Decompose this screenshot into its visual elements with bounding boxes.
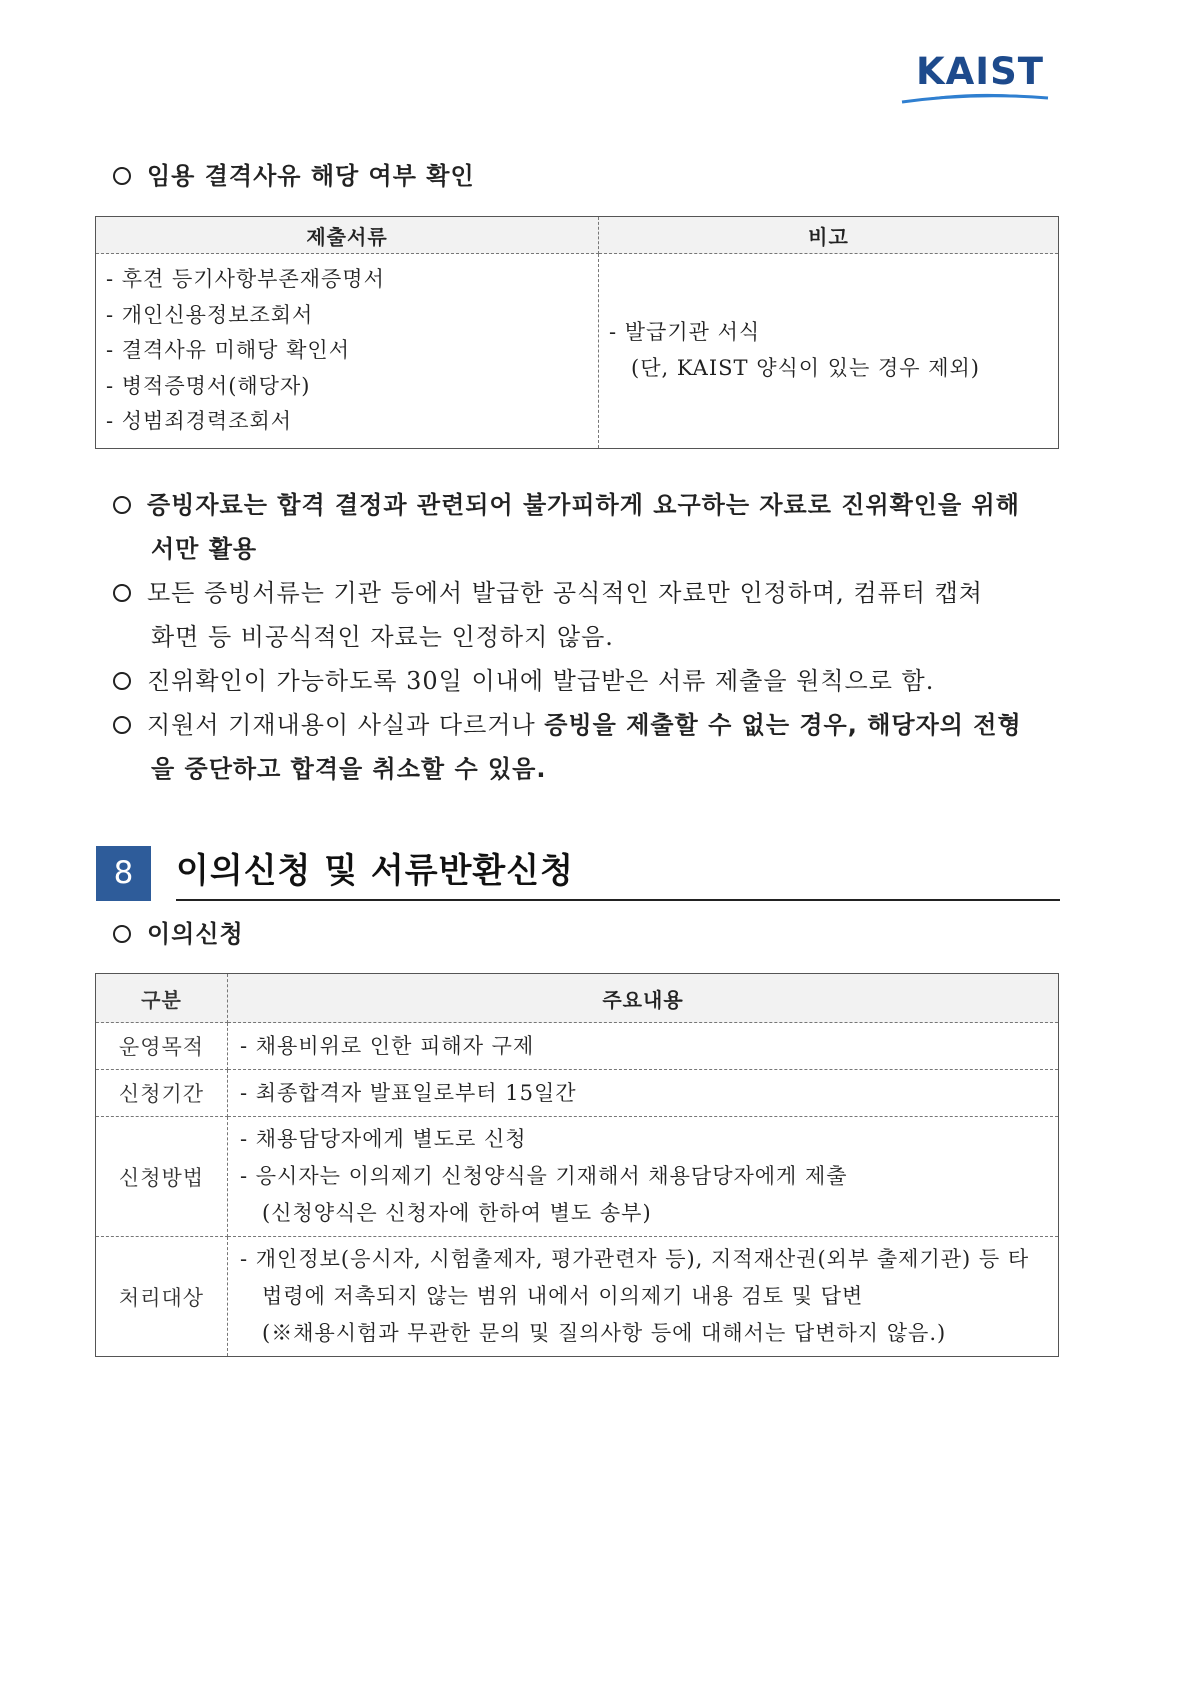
circle-bullet-icon (113, 584, 131, 602)
note-2: 모든 증빙서류는 기관 등에서 발급한 공식적인 자료만 인정하며, 컴퓨터 캡쳐 화면 등 비공식적인 자료는 인정하지 않음. (113, 571, 1063, 659)
table-row (96, 1023, 1059, 1070)
circle-bullet-icon (113, 672, 131, 690)
row-line: - 개인정보(응시자, 시험출제자, 평가관련자 등), 지적재산권(외부 출제기관) 등 타 (240, 1247, 1030, 1271)
row-line: (신청양식은 신청자에 한하여 별도 송부) (262, 1201, 652, 1225)
list-item: - 개인신용정보조회서 (106, 302, 314, 327)
objection-table (95, 973, 1059, 1357)
remark-line: (단, KAIST 양식이 있는 경우 제외) (631, 355, 980, 380)
table-header: 구분 (96, 974, 228, 1023)
remark-line: - 발급기관 서식 (609, 320, 761, 345)
row-line: - 최종합격자 발표일로부터 15일간 (240, 1080, 577, 1105)
subsection-title: 이의신청 (113, 912, 1063, 956)
documents-cell (96, 254, 599, 449)
row-line: - 응시자는 이의제기 신청양식을 기재해서 채용담당자에게 제출 (240, 1164, 848, 1188)
note-3: 진위확인이 가능하도록 30일 이내에 발급받은 서류 제출을 원칙으로 함. (113, 659, 1063, 703)
section-title: 이의신청 및 서류반환신청 (176, 851, 574, 891)
row-line: 법령에 저촉되지 않는 범위 내에서 이의제기 내용 검토 및 답변 (262, 1284, 864, 1308)
circle-bullet-icon (113, 716, 131, 734)
section-title-disqualify: 임용 결격사유 해당 여부 확인 (113, 154, 1063, 198)
logo-text: KAIST (916, 50, 1044, 93)
row-label: 처리대상 (96, 1237, 228, 1357)
row-label: 신청기간 (96, 1070, 228, 1117)
list-item: - 성범죄경력조회서 (106, 409, 293, 433)
list-item: - 결격사유 미해당 확인서 (106, 338, 350, 362)
table-header: 비고 (599, 217, 1059, 254)
disqualify-table (95, 216, 1059, 449)
circle-bullet-icon (113, 496, 131, 514)
row-line: (※채용시험과 무관한 문의 및 질의사항 등에 대해서는 답변하지 않음.) (262, 1321, 947, 1345)
section-divider (176, 899, 1060, 901)
table-row (96, 1070, 1059, 1117)
remarks-cell (599, 254, 1059, 449)
row-line: - 채용비위로 인한 피해자 구제 (240, 1033, 535, 1058)
list-item: - 후견 등기사항부존재증명서 (106, 267, 385, 291)
note-1: 증빙자료는 합격 결정과 관련되어 불가피하게 요구하는 자료로 진위확인을 위해 서만 활용 (113, 483, 1063, 571)
circle-bullet-icon (113, 167, 131, 185)
row-line: - 채용담당자에게 별도로 신청 (240, 1127, 527, 1151)
table-row (96, 1117, 1059, 1237)
note-4: 지원서 기재내용이 사실과 다르거나 증빙을 제출할 수 없는 경우, 해당자의 전형 을 중단하고 합격을 취소할 수 있음. (113, 703, 1063, 791)
kaist-logo (900, 52, 1050, 108)
table-row (96, 1237, 1059, 1357)
row-label: 신청방법 (96, 1117, 228, 1237)
table-header: 주요내용 (228, 974, 1059, 1023)
section-number: 8 (96, 846, 151, 901)
circle-bullet-icon (113, 925, 131, 943)
list-item: - 병적증명서(해당자) (106, 373, 311, 398)
logo-swoosh-icon (900, 86, 1050, 108)
table-header: 제출서류 (96, 217, 599, 254)
row-label: 운영목적 (96, 1023, 228, 1070)
